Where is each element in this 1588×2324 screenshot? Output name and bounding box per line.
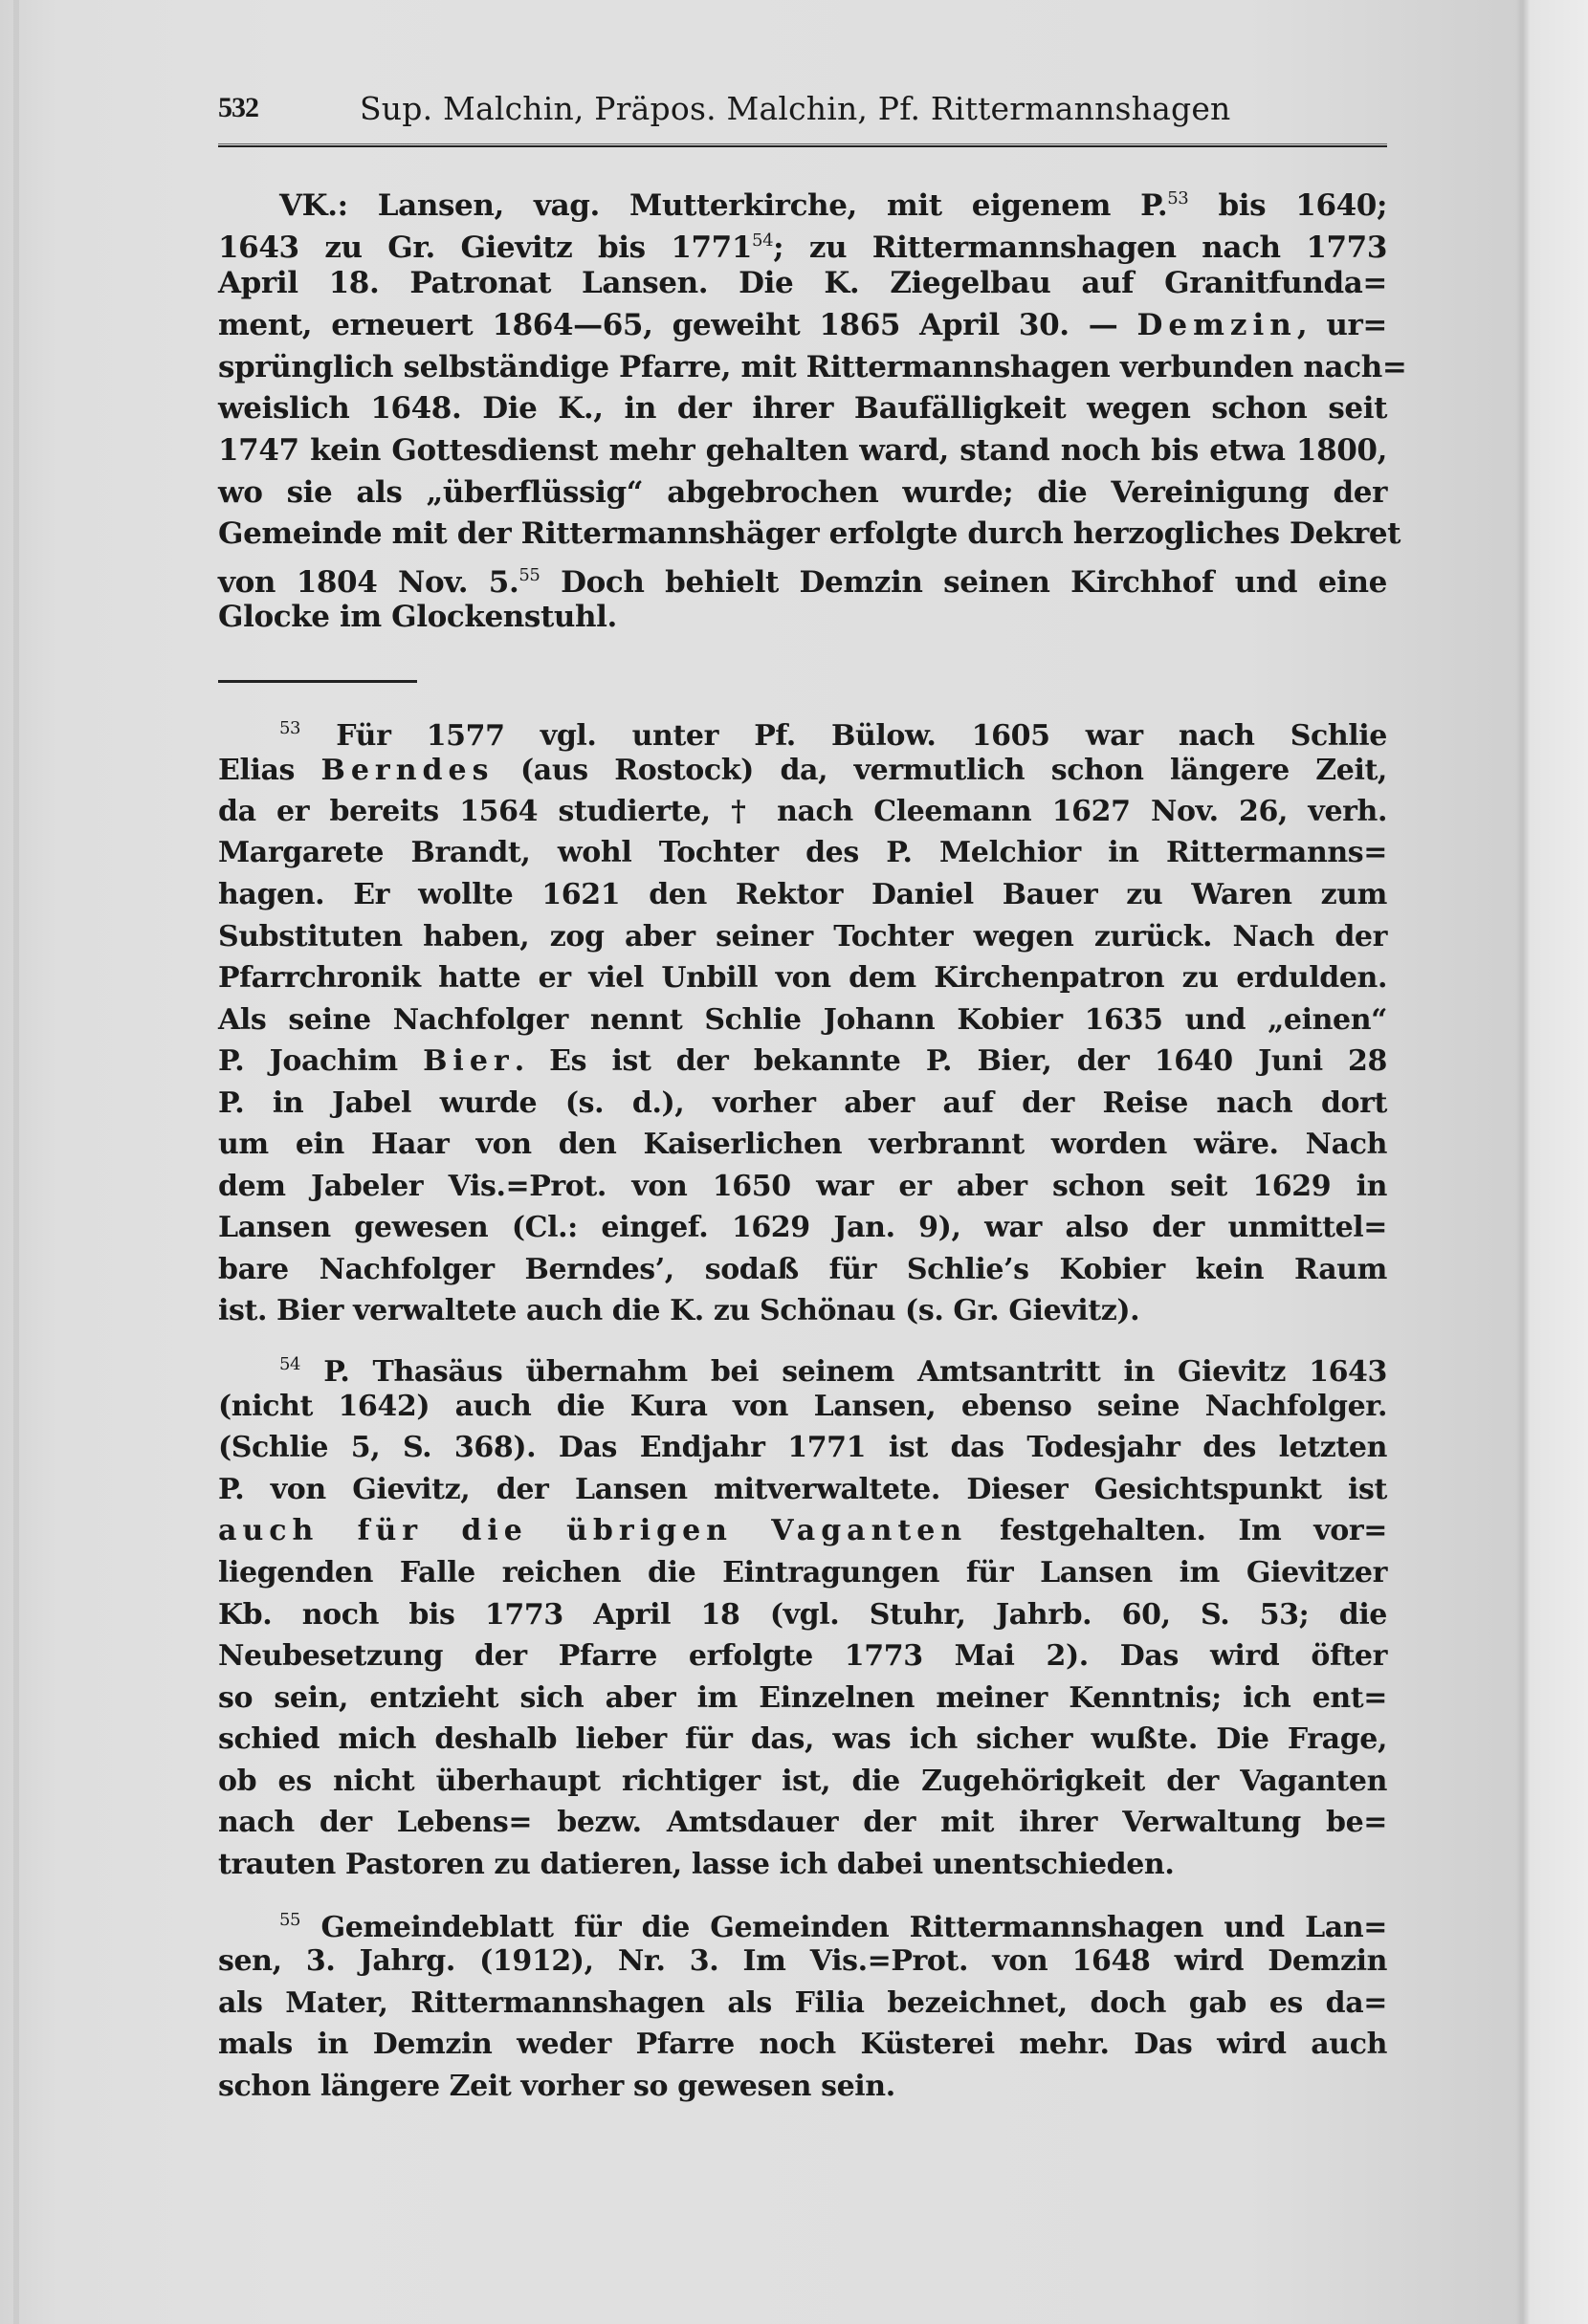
footnote-line: liegenden Falle reichen die Eintragungen für Lansen im Gievitzer bbox=[218, 1556, 1387, 1590]
body-line: weislich 1648. Die K., in der ihrer Baufälligkeit wegen schon seit bbox=[218, 391, 1387, 426]
footnote-line: Substituten haben, zog aber seiner Tochter wegen zurück. Nach der bbox=[218, 920, 1387, 954]
footnote-line: ob es nicht überhaupt richtiger ist, die Zugehörigkeit der Vaganten bbox=[218, 1765, 1387, 1798]
running-head: Sup. Malchin, Präpos. Malchin, Pf. Rittermannshagen bbox=[360, 90, 1231, 127]
footnote-line: sen, 3. Jahrg. (1912), Nr. 3. Im Vis.=Prot. von 1648 wird Demzin bbox=[218, 1944, 1387, 1978]
body-line: 1747 kein Gottesdienst mehr gehalten ward, stand noch bis etwa 1800, bbox=[218, 433, 1387, 468]
footnote-line: mals in Demzin weder Pfarre noch Küsterei mehr. Das wird auch bbox=[218, 2028, 1387, 2061]
footnote-line: $^{54}$ P. Thasäus übernahm bei seinem Amtsantritt in Gievitz 1643 bbox=[279, 1354, 1387, 1389]
footnote-line: (Schlie 5, S. 368). Das Endjahr 1771 ist das Todesjahr des letzten bbox=[218, 1431, 1387, 1464]
footnote-number: 55 bbox=[279, 1910, 301, 1930]
footnote-line: trauten Pastoren zu datieren, lasse ich dabei unentschieden. bbox=[218, 1848, 1175, 1881]
footnote-line: Margarete Brandt, wohl Tochter des P. Melchior in Rittermanns= bbox=[218, 836, 1387, 869]
footnote-line: da er bereits 1564 studierte, † nach Cleemann 1627 Nov. 26, verh. bbox=[218, 795, 1387, 828]
footnote-line: Elias Berndes (aus Rostock) da, vermutlich schon längere Zeit, bbox=[218, 754, 1387, 787]
page-header bbox=[218, 88, 1387, 136]
body-line: Gemeinde mit der Rittermannshäger erfolgte durch herzogliches Dekret bbox=[218, 516, 1401, 551]
footnote-number: 54 bbox=[279, 1354, 301, 1374]
footnote-line: $^{53}$ Für 1577 vgl. unter Pf. Bülow. 1605 war nach Schlie bbox=[279, 718, 1387, 753]
footnote-line: P. von Gievitz, der Lansen mitverwaltete. Dieser Gesichtspunkt ist bbox=[218, 1473, 1387, 1506]
footnote-line: Lansen gewesen (Cl.: eingef. 1629 Jan. 9), war also der unmittel= bbox=[218, 1211, 1387, 1244]
footnote-line: Kb. noch bis 1773 April 18 (vgl. Stuhr, Jahrb. 60, S. 53; die bbox=[218, 1598, 1387, 1632]
body-line: April 18. Patronat Lansen. Die K. Ziegelbau auf Granitfunda= bbox=[218, 266, 1387, 300]
body-line: ment, erneuert 1864—65, geweiht 1865 April 30. — Demzin, ur= bbox=[218, 308, 1387, 342]
footnote-line: Als seine Nachfolger nennt Schlie Johann Kobier 1635 und „einen“ bbox=[218, 1003, 1387, 1037]
body-line: von 1804 Nov. 5.55 Doch behielt Demzin seinen Kirchhof und eine bbox=[218, 565, 1388, 600]
footnote-ref-55[interactable]: 55 bbox=[518, 565, 540, 585]
emphasized-name: Bier bbox=[423, 1044, 515, 1078]
body-line: VK.: Lansen, vag. Mutterkirche, mit eigenem P.$^{53}$ bis 1640; bbox=[279, 188, 1387, 223]
footnote-line: Pfarrchronik hatte er viel Unbill von dem Kirchenpatron zu erdulden. bbox=[218, 961, 1387, 995]
footnote-line: als Mater, Rittermannshagen als Filia bezeichnet, doch gab es da= bbox=[218, 1986, 1387, 2020]
footnote-line: so sein, entzieht sich aber im Einzelnen meiner Kenntnis; ich ent= bbox=[218, 1681, 1387, 1715]
footnote-line: ist. Bier verwaltete auch die K. zu Schönau (s. Gr. Gievitz). bbox=[218, 1294, 1140, 1327]
page-edge-shadow bbox=[13, 0, 19, 2324]
footnote-line: schied mich deshalb lieber für das, was ich sicher wußte. Die Frage, bbox=[218, 1722, 1387, 1756]
footnote-line: nach der Lebens= bezw. Amtsdauer der mit ihrer Verwaltung be= bbox=[218, 1806, 1387, 1839]
footnote-line: schon längere Zeit vorher so gewesen sein. bbox=[218, 2070, 895, 2103]
footnote-number: 53 bbox=[279, 718, 301, 738]
footnote-line: Neubesetzung der Pfarre erfolgte 1773 Mai 2). Das wird öfter bbox=[218, 1639, 1387, 1673]
footnote-ref-54[interactable]: 54 bbox=[752, 230, 774, 251]
footnote-line: um ein Haar von den Kaiserlichen verbrannt worden wäre. Nach bbox=[218, 1128, 1387, 1161]
footnote-line: auch für die übrigen Vaganten festgehalten. Im vor= bbox=[218, 1514, 1387, 1547]
page-number: 532 bbox=[218, 92, 258, 123]
body-line: sprünglich selbständige Pfarre, mit Rittermannshagen verbunden nach= bbox=[218, 350, 1407, 384]
page-fold-shadow bbox=[1516, 0, 1530, 2324]
footnote-line: (nicht 1642) auch die Kura von Lansen, ebenso seine Nachfolger. bbox=[218, 1390, 1387, 1423]
emphasized-phrase: auch für die übrigen Vaganten bbox=[218, 1514, 968, 1547]
body-line: Glocke im Glockenstuhl. bbox=[218, 600, 617, 634]
emphasized-name: Berndes bbox=[320, 754, 495, 787]
body-line: 1643 zu Gr. Gievitz bis 1771$^{54}$; zu Rittermannshagen nach 1773 bbox=[218, 230, 1388, 265]
footnote-line: $^{55}$ Gemeindeblatt für die Gemeinden Rittermannshagen und Lan= bbox=[279, 1910, 1387, 1944]
emphasized-name: Demzin bbox=[1136, 308, 1297, 342]
footnote-line: hagen. Er wollte 1621 den Rektor Daniel Bauer zu Waren zum bbox=[218, 878, 1387, 911]
footnote-separator bbox=[218, 680, 417, 683]
body-line: wo sie als „überflüssig“ abgebrochen wurde; die Vereinigung der bbox=[218, 475, 1387, 510]
footnote-line: P. Joachim Bier. Es ist der bekannte P. Bier, der 1640 Juni 28 bbox=[218, 1044, 1388, 1078]
footnote-line: P. in Jabel wurde (s. d.), vorher aber auf der Reise nach dort bbox=[218, 1086, 1387, 1120]
footnote-ref-53[interactable]: 53 bbox=[1167, 188, 1189, 208]
header-rule bbox=[218, 143, 1387, 147]
footnote-line: bare Nachfolger Berndes’, sodaß für Schlie’s Kobier kein Raum bbox=[218, 1253, 1387, 1286]
footnote-line: dem Jabeler Vis.=Prot. von 1650 war er aber schon seit 1629 in bbox=[218, 1170, 1387, 1203]
